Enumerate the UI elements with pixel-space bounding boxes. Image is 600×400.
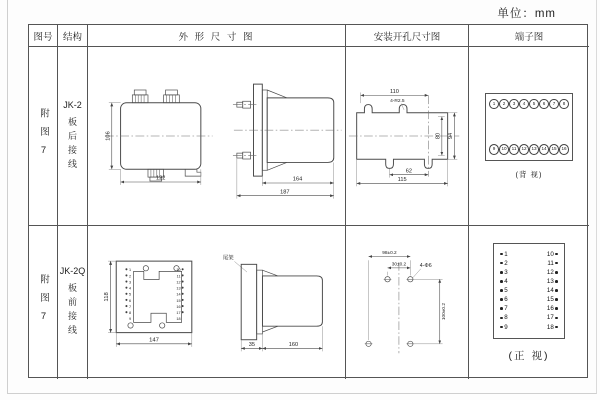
dim-cutout-vouter: 94 xyxy=(448,132,454,140)
pin-dot xyxy=(500,326,503,329)
pin-dot xyxy=(500,271,503,274)
pin-dot xyxy=(555,262,558,265)
pin-dot xyxy=(555,326,558,329)
jk2q-outline-front-view xyxy=(101,255,205,351)
dim-cutout-vinner: 80 xyxy=(435,132,442,140)
terminal-pin: 11 xyxy=(509,144,519,155)
svg-text:18: 18 xyxy=(176,316,181,321)
wiring-label: 板后接线 xyxy=(67,116,77,173)
terminal-row-top xyxy=(489,99,569,110)
wiring-label: 板前接线 xyxy=(67,283,77,339)
terminal-pin: 4 xyxy=(519,99,529,110)
pin-dot xyxy=(500,317,503,320)
fig-no-label: 附图7 xyxy=(38,274,49,331)
pin-dot xyxy=(555,289,558,292)
pin-dot xyxy=(500,298,503,301)
dim-body-length: 160 xyxy=(288,341,299,348)
svg-text:8: 8 xyxy=(129,310,132,315)
terminal-pin: 8 xyxy=(559,99,569,110)
fig-no-label: 附图7 xyxy=(38,107,49,165)
dim-side-len2: 187 xyxy=(279,189,290,196)
cell-row2-install xyxy=(346,226,469,379)
dim-cutout-slot: 62 xyxy=(405,168,413,175)
pin-dot xyxy=(500,280,503,283)
dim-holes-inner: 30±0.2 xyxy=(391,262,407,268)
terminal-pin: 5 xyxy=(500,287,508,294)
pin-dot xyxy=(555,271,558,274)
cell-row2-terminal xyxy=(469,226,589,379)
terminal-pin: 1 xyxy=(500,251,508,258)
header-structure: 结构 xyxy=(58,25,88,47)
svg-text:13: 13 xyxy=(176,286,181,291)
cell-row1-fig-no xyxy=(29,47,58,226)
pin-dot xyxy=(555,280,558,283)
label-hole-size: 4-Φ6 xyxy=(419,262,432,269)
terminal-col-right xyxy=(547,251,558,331)
header-outline-dims: 外 形 尺 寸 图 xyxy=(88,25,346,47)
terminal-pin: 5 xyxy=(529,99,539,110)
svg-text:2: 2 xyxy=(129,273,132,278)
terminal-pin: 9 xyxy=(500,324,508,331)
label-cutout-holes: 4-R2.5 xyxy=(390,99,405,105)
cell-row2-fig-no xyxy=(29,226,58,379)
dim-cutout-total: 115 xyxy=(397,177,407,183)
svg-text:6: 6 xyxy=(129,298,132,303)
dim-front-height: 106 xyxy=(105,131,112,141)
dim-plate-height: 118 xyxy=(104,291,111,302)
svg-text:11: 11 xyxy=(176,273,181,278)
cell-row1-install xyxy=(346,47,469,226)
terminal-pin: 14 xyxy=(547,287,558,294)
dim-plate-depth: 35 xyxy=(248,341,255,348)
view-caption: (正 视) xyxy=(508,349,550,362)
terminal-pin: 12 xyxy=(547,269,558,276)
pin-dot xyxy=(555,307,558,310)
svg-text:14: 14 xyxy=(176,292,181,297)
terminal-pin: 14 xyxy=(539,144,549,155)
cell-row2-structure xyxy=(58,226,88,379)
terminal-pin: 16 xyxy=(547,305,558,312)
terminal-pin: 7 xyxy=(500,305,508,312)
terminal-pin: 15 xyxy=(547,296,558,303)
dim-plate-width: 147 xyxy=(149,336,159,343)
terminal-row-bottom xyxy=(489,144,569,155)
cell-row2-outline xyxy=(88,226,346,379)
terminal-pin: 12 xyxy=(519,144,529,155)
pin-dot xyxy=(500,289,503,292)
model-label: JK-2Q xyxy=(59,266,86,276)
terminal-pin: 17 xyxy=(547,314,558,321)
svg-text:7: 7 xyxy=(129,304,132,309)
dim-holes-width: 98±0.2 xyxy=(382,250,397,256)
cell-row1-outline xyxy=(88,47,346,226)
pin-dot xyxy=(500,262,503,265)
jk2q-outline-side-view xyxy=(218,247,334,359)
svg-text:12: 12 xyxy=(176,279,181,284)
terminal-pin: 6 xyxy=(500,296,508,303)
svg-text:4: 4 xyxy=(129,286,132,291)
terminal-pin: 1 xyxy=(489,99,499,110)
pin-dot xyxy=(555,298,558,301)
terminal-pin: 2 xyxy=(499,99,509,110)
dim-cutout-top: 110 xyxy=(389,88,399,95)
svg-text:15: 15 xyxy=(176,298,181,303)
cell-row1-terminal xyxy=(469,47,589,226)
header-terminal-diagram: 端子图 xyxy=(469,25,589,47)
svg-text:9: 9 xyxy=(129,316,132,321)
svg-text:5: 5 xyxy=(129,292,132,297)
svg-text:10: 10 xyxy=(176,267,181,272)
terminal-col-left xyxy=(500,251,508,331)
terminal-pin: 15 xyxy=(549,144,559,155)
terminal-pin: 4 xyxy=(500,278,508,285)
jk2-panel-cutout-drawing xyxy=(347,82,467,190)
view-caption: (背 视) xyxy=(515,169,543,179)
pin-dot xyxy=(555,253,558,256)
jk2q-mounting-holes-drawing xyxy=(357,247,457,359)
terminal-pin: 16 xyxy=(559,144,569,155)
terminal-pin: 10 xyxy=(547,251,558,258)
dim-front-width: 122 xyxy=(155,175,166,182)
terminal-pin: 2 xyxy=(500,260,508,267)
front-view-right-pin-numbers xyxy=(176,268,180,321)
terminal-diagram-front-view xyxy=(493,243,565,339)
header-install-dims: 安装开孔尺寸图 xyxy=(346,25,469,47)
pin-dot xyxy=(555,317,558,320)
pin-dot xyxy=(500,307,503,310)
terminal-pin: 7 xyxy=(549,99,559,110)
cell-row1-structure xyxy=(58,47,88,226)
terminal-pin: 3 xyxy=(509,99,519,110)
terminal-pin: 13 xyxy=(547,278,558,285)
model-label: JK-2 xyxy=(63,99,82,110)
terminal-pin: 11 xyxy=(547,260,558,267)
svg-text:3: 3 xyxy=(129,279,132,284)
svg-text:16: 16 xyxy=(176,304,181,309)
dim-side-len1: 164 xyxy=(292,176,302,183)
label-part: 尾架 xyxy=(222,255,234,261)
front-view-left-pin-numbers xyxy=(129,268,131,321)
svg-text:1: 1 xyxy=(129,267,132,272)
header-fig-no: 图号 xyxy=(29,25,58,47)
terminal-pin: 10 xyxy=(499,144,509,155)
terminal-pin: 13 xyxy=(529,144,539,155)
terminal-pin: 3 xyxy=(500,269,508,276)
terminal-pin: 18 xyxy=(547,324,558,331)
terminal-diagram-rear-view xyxy=(485,93,573,161)
pin-dot xyxy=(500,253,503,256)
terminal-pin: 9 xyxy=(489,144,499,155)
jk2-outline-side-view xyxy=(230,71,346,201)
unit-label: 单位：mm xyxy=(497,8,556,20)
dim-holes-vertical: 100±0.2 xyxy=(441,302,447,320)
terminal-pin: 6 xyxy=(539,99,549,110)
dimension-table xyxy=(28,24,588,378)
terminal-pin: 8 xyxy=(500,314,508,321)
jk2-outline-front-view xyxy=(101,83,217,189)
svg-text:17: 17 xyxy=(176,310,181,315)
